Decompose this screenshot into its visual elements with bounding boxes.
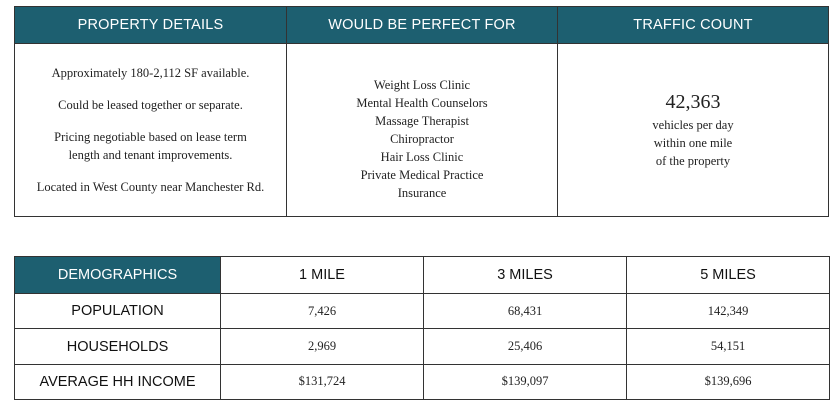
property-detail-line: Pricing negotiable based on lease term length and tenant improvements. [54,130,247,162]
traffic-count-value: 42,363 [665,91,721,113]
list-item: Chiropractor [390,132,454,146]
table-cell: $139,097 [424,364,627,399]
traffic-count-body [558,44,828,216]
perfect-for-list [287,44,557,216]
column-header: 1 MILE [221,257,424,294]
list-item: Private Medical Practice [360,168,484,182]
traffic-count-caption: vehicles per day [652,118,734,132]
list-item: Mental Health Counselors [356,96,488,110]
list-item: Insurance [397,186,447,200]
property-detail-line: Approximately 180-2,112 SF available. [51,66,250,80]
perfect-for-column [287,7,558,216]
property-details-header: PROPERTY DETAILS [15,7,286,44]
property-detail-line: Located in West County near Manchester Rd. [36,180,265,194]
table-cell: 25,406 [424,329,627,364]
column-header: 5 MILES [627,257,830,294]
property-details-body [15,44,286,216]
traffic-count-caption: within one mile [653,136,733,150]
perfect-for-header: WOULD BE PERFECT FOR [287,7,557,44]
property-details-column [15,7,287,216]
demographics-table [14,256,830,400]
demographics-header: DEMOGRAPHICS [15,257,221,294]
table-row [15,364,830,399]
property-info-table [14,6,829,217]
traffic-count-caption: of the property [655,154,731,168]
table-row [15,329,830,364]
row-label: POPULATION [15,294,221,329]
table-cell: $139,696 [627,364,830,399]
table-cell: $131,724 [221,364,424,399]
property-detail-line: Could be leased together or separate. [58,98,243,112]
list-item: Weight Loss Clinic [373,78,471,92]
traffic-count-header: TRAFFIC COUNT [558,7,828,44]
row-label: AVERAGE HH INCOME [15,364,221,399]
table-cell: 68,431 [424,294,627,329]
row-label: HOUSEHOLDS [15,329,221,364]
table-cell: 142,349 [627,294,830,329]
table-row [15,294,830,329]
list-item: Hair Loss Clinic [380,150,464,164]
traffic-count-column [558,7,828,216]
column-header: 3 MILES [424,257,627,294]
table-cell: 7,426 [221,294,424,329]
list-item: Massage Therapist [375,114,469,128]
table-header-row [15,257,830,294]
table-cell: 2,969 [221,329,424,364]
table-cell: 54,151 [627,329,830,364]
